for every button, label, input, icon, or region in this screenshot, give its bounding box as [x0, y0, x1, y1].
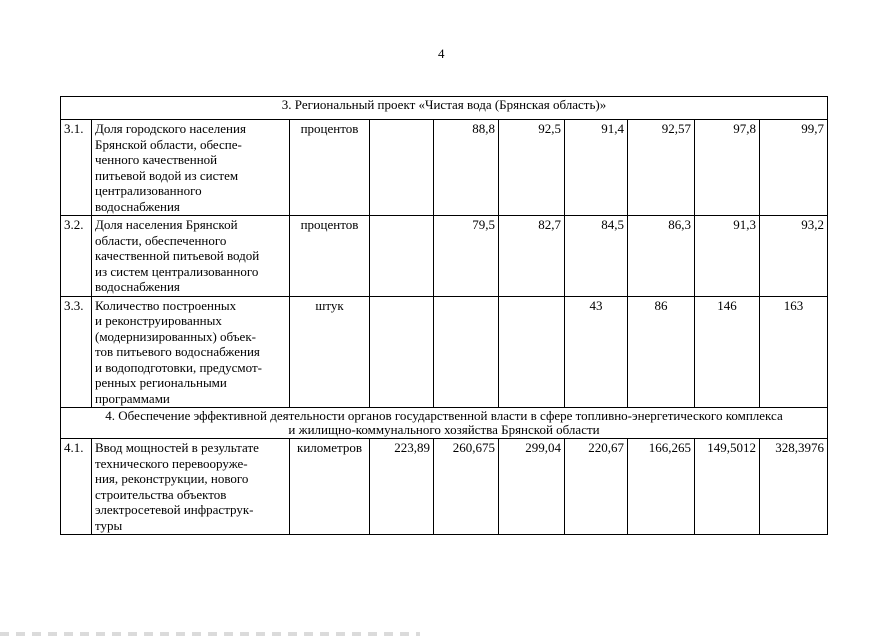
value-cell: 91,3	[695, 216, 760, 297]
indicators-table	[60, 96, 828, 535]
value-cell: 86	[628, 296, 695, 408]
value-cell: 82,7	[499, 216, 565, 297]
value-cell: 97,8	[695, 120, 760, 216]
value-cell: 99,7	[760, 120, 828, 216]
section-title: 4. Обеспечение эффективной деятельности органов государственной власти в сфере топливно-энергетического комплекса и жилищно-коммунального хозяйства Брянской области	[61, 408, 828, 439]
page-number: 4	[438, 46, 445, 61]
value-cell: 93,2	[760, 216, 828, 297]
value-cell: 260,675	[434, 439, 499, 535]
unit-cell: километров	[290, 439, 370, 535]
row-number: 3.2.	[61, 216, 92, 297]
section-header	[61, 408, 828, 439]
value-cell	[434, 296, 499, 408]
unit-cell: процентов	[290, 216, 370, 297]
table-row	[61, 120, 828, 216]
row-number: 3.1.	[61, 120, 92, 216]
value-cell	[499, 296, 565, 408]
value-cell: 43	[565, 296, 628, 408]
value-cell: 86,3	[628, 216, 695, 297]
value-cell: 92,57	[628, 120, 695, 216]
value-cell: 91,4	[565, 120, 628, 216]
section-header	[61, 97, 828, 120]
value-cell: 146	[695, 296, 760, 408]
value-cell	[370, 216, 434, 297]
value-cell	[370, 296, 434, 408]
value-cell	[370, 120, 434, 216]
value-cell: 223,89	[370, 439, 434, 535]
scan-artifact	[0, 632, 420, 636]
indicator-description: Доля городского населения Брянской области, обеспе- ченного качественной питьевой водой из систем централизованного водоснабжения	[92, 120, 290, 216]
table-row	[61, 439, 828, 535]
value-cell: 220,67	[565, 439, 628, 535]
indicator-description: Доля населения Брянской области, обеспеченного качественной питьевой водой из систем централизованного водоснабжения	[92, 216, 290, 297]
value-cell: 92,5	[499, 120, 565, 216]
unit-cell: процентов	[290, 120, 370, 216]
row-number: 3.3.	[61, 296, 92, 408]
row-number: 4.1.	[61, 439, 92, 535]
indicator-description: Количество построенных и реконструированных (модернизированных) объек- тов питьевого водоснабжения и водоподготовки, предусмот- ренных региональными программами	[92, 296, 290, 408]
value-cell: 299,04	[499, 439, 565, 535]
section-title: 3. Региональный проект «Чистая вода (Брянская область)»	[61, 97, 828, 120]
indicator-description: Ввод мощностей в результате технического перевооруже- ния, реконструкции, нового строительства объектов электросетевой инфраструк- туры	[92, 439, 290, 535]
value-cell: 163	[760, 296, 828, 408]
value-cell: 328,3976	[760, 439, 828, 535]
table-row	[61, 296, 828, 408]
value-cell: 88,8	[434, 120, 499, 216]
value-cell: 166,265	[628, 439, 695, 535]
value-cell: 79,5	[434, 216, 499, 297]
table-row	[61, 216, 828, 297]
value-cell: 149,5012	[695, 439, 760, 535]
value-cell: 84,5	[565, 216, 628, 297]
unit-cell: штук	[290, 296, 370, 408]
